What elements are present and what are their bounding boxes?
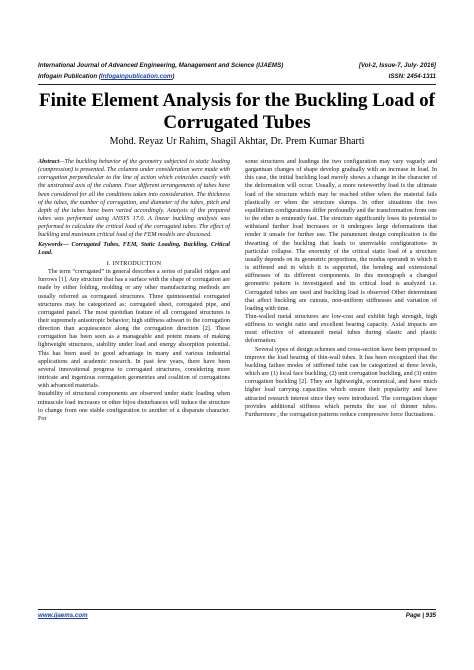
publisher-line bbox=[38, 73, 174, 80]
publisher-link[interactable]: Infogainpublication.com bbox=[100, 73, 173, 80]
keywords: Keywords— Corrugated Tubes, FEM, Static Loading, Buckling, Critical Load. bbox=[38, 241, 230, 256]
issn: ISSN: 2454-1311 bbox=[388, 73, 436, 80]
publisher-header bbox=[38, 73, 436, 83]
abstract bbox=[38, 158, 230, 240]
author-list: Mohd. Reyaz Ur Rahim, Shagil Akhtar, Dr. Prem Kumar Bharti bbox=[109, 136, 365, 147]
journal-name: International Journal of Advanced Engineering, Management and Science (IJAEMS) bbox=[38, 62, 284, 69]
left-column bbox=[38, 158, 230, 423]
abstract-text: —The buckling behavior of the geometry subjected to static loading (compression) is presented. The columns under consideration were made with corrugation perpendicular to the line of action which coincides exactly with the unstrained axis of the column. Four different arrangements of tubes have been considered for all the conditions taken into consideration. The thickness of the tubes, the number of corrugation, and diameter of the tubes, pitch and depth of the tubes have been varied accordingly. Analysis of the prepared tubes was performed using ANSYS 17.0. A linear buckling analysis was performed to calculate the critical load of the corrugated tubes. The effect of buckling and maximum critical load of the FEM models are discussed. bbox=[38, 159, 230, 239]
right-paragraph-1: some structures and loadings the two configuration may vary vaguely and gargantuan changes of shape develop gradually with an increase in load. In this case, the initial buckling load merely shows a change in the character of the deformation will occur. Usually, a more noteworthy load is the ultimate load of the structure which may be reached either when the material fails plastically or when the structure slumps. In other situations the two equilibrium configurations differ profoundly and the transformation from one to the other is eminently fast. The structure significantly loses its potential to withstand further load increases or it undergoes large deformations that render it unsafe for further use. The paramount design complication is the thwarting of the buckling that leads to unenviable configurations- in particular collapse. The enormity of the critical static load of a structure usually depends on its geometric proportions, the modus operandi in which it is stiffened and in which it is supported, the bending and extensional stiffnesses of its different components. In this monograph a changed geometric pattern is investigated and its critical load is analyzed i.e. Corrugated tubes are used and buckling load is observed Other determinant that affect buckling are cutouts, non-uniform stiffnesses and variation of loading with time. bbox=[245, 159, 437, 312]
volume-info: [Vol-2, Issue-7, July- 2016] bbox=[358, 62, 436, 69]
footer-url-link[interactable]: www.ijaems.com bbox=[38, 612, 88, 619]
abstract-lead: Abstract bbox=[38, 159, 60, 165]
left-paragraph-2: Instability of structural components are observed under static loading when minuscule load increases or other bijou disturbances will induce the structure to change from one stable configuration to another of a disparate character. For bbox=[38, 391, 230, 422]
journal-header bbox=[38, 62, 436, 72]
page-number: Page | 935 bbox=[405, 612, 436, 619]
publisher-suffix: ) bbox=[172, 73, 175, 80]
right-column bbox=[245, 158, 437, 419]
right-paragraph-3: Several types of design schemes and cross-section have been proposed to improve the load bearing of thin-wall tubes. It has been recognized that the buckling failure modes of stiffened tube can be categorized at three levels, which are (1) local face buckling, (2) unit corrugation buckling, and (3) entire corrugation buckling [2]. They are lightweight, economical, and have much higher load carrying capacities which ensure their popularity and have attracted research interest since they were introduced. The corrugation shape provides additional stiffness which permits the use of thinner tubes. Furthermore , the corrugation patterns reduce compressive force fluctuations. bbox=[245, 346, 437, 418]
header-rule bbox=[38, 84, 436, 85]
paper-title: Finite Element Analysis for the Buckling Load of Corrugated Tubes bbox=[38, 90, 436, 133]
footer-rule bbox=[38, 609, 436, 610]
left-paragraph-1: The term “corrugated” in general describes a series of parallel ridges and furrows [1]. Any structure that has a surface with the shape of corrugation are made by either folding, molding or any other manufacturing methods are usually referred as corrugated structures. Three quintessential corrugated structures may be categorized as: corrugated sheet, corrugated pipe, and corrugated panel. The most quotidian feature of all corrugated structures is their supremely anisotropic behavior; high stiffness athwart to the corrugation direction than acquiescence along the corrugation direction [2]. These corrugation has been seen as a manageable and potent means of making lightweight structures, stability under load and energy absorption potential. This has been used to good advantage in many and various industrial applications and academic research. In past few years, there have been several innovational progress to corrugated structures, considering more intricate and ingenious corrugation geometries and coalition of corrugations with advanced materials. bbox=[38, 269, 230, 390]
page-footer bbox=[38, 612, 436, 622]
section-heading-introduction: I. INTRODUCTION bbox=[106, 260, 162, 267]
publisher-prefix: Infogain Publication ( bbox=[38, 73, 101, 80]
right-paragraph-2: Thin-walled metal structures are low-cost and exhibit high strength, high stiffness to weight ratio and excellent bearing capacity. Axial impacts are most effective of attenuated metal tubes during elastic and plastic deformation. bbox=[245, 313, 437, 345]
